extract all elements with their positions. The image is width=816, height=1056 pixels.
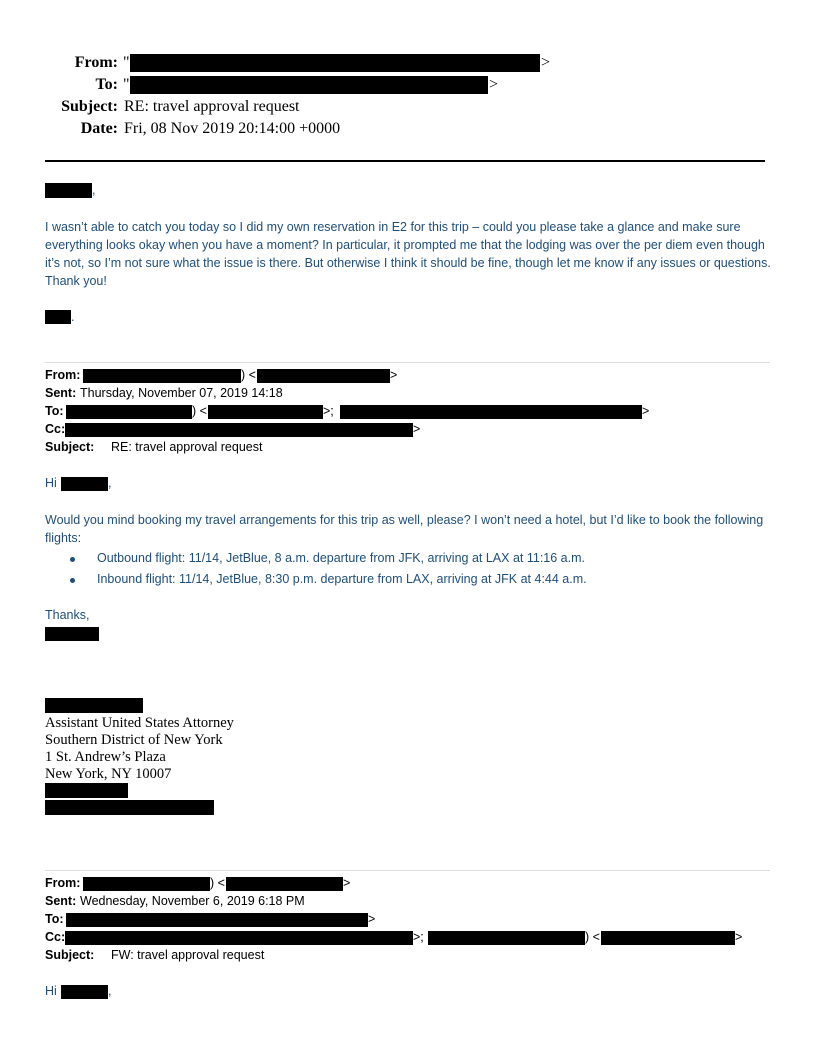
redaction — [45, 310, 71, 324]
from-end: > — [390, 368, 398, 382]
sent-value: Thursday, November 07, 2019 14:18 — [80, 386, 283, 400]
greeting: Hi — [45, 984, 57, 998]
thanks: Thanks, — [45, 608, 90, 622]
redaction — [45, 800, 214, 815]
redaction — [208, 405, 323, 419]
header-divider — [45, 160, 765, 162]
to-label: To: — [45, 404, 64, 418]
signature-address-2: New York, NY 10007 — [45, 766, 172, 782]
from-open-quote: " — [123, 54, 130, 71]
cc-end: > — [735, 930, 743, 944]
subject-label: Subject: — [45, 440, 95, 454]
message-body: I wasn’t able to catch you today so I did my own reservation in E2 for this trip – could you please take a glance and make sure everything looks okay when you have a moment? In particular, it prompted me that the lodging was over the per diem even though it’s not, so I’m not sure what the issue is there. But otherwise I think it should be fine, though let me know if any issues or questions. Thank you! — [45, 220, 771, 288]
message-body: Would you mind booking my travel arrangements for this trip as well, please? I won’t need a hotel, but I’d like to book the following flights: — [45, 513, 764, 545]
redaction — [130, 54, 540, 72]
cc-mid: ) < — [585, 930, 600, 944]
greeting: Hi — [45, 476, 57, 490]
redaction — [66, 405, 192, 419]
signature-title: Assistant United States Attorney — [45, 715, 234, 731]
redaction — [340, 405, 642, 419]
redaction — [65, 931, 413, 945]
greeting-comma: , — [108, 984, 112, 998]
sent-value: Wednesday, November 6, 2019 6:18 PM — [80, 894, 305, 908]
list-item: Inbound flight: 11/14, JetBlue, 8:30 p.m. departure from LAX, arriving at JFK at 4:44 a.m. — [97, 572, 587, 586]
signature-address-1: 1 St. Andrew’s Plaza — [45, 749, 166, 765]
sent-label: Sent: — [45, 894, 77, 908]
quote-separator — [45, 870, 770, 871]
redaction — [66, 913, 368, 927]
redaction — [45, 627, 99, 641]
redaction — [83, 877, 210, 891]
signature-office: Southern District of New York — [45, 732, 223, 748]
redaction — [601, 931, 735, 945]
from-end: > — [343, 876, 351, 890]
cc-label: Cc: — [45, 930, 66, 944]
sent-label: Sent: — [45, 386, 77, 400]
subject-value: RE: travel approval request — [124, 98, 300, 115]
quote-separator — [45, 362, 770, 363]
to-end: > — [368, 912, 376, 926]
signoff-period: . — [71, 310, 75, 324]
greeting-comma: , — [92, 183, 96, 197]
redaction — [61, 985, 108, 999]
date-value: Fri, 08 Nov 2019 20:14:00 +0000 — [124, 120, 341, 137]
redaction — [257, 369, 390, 383]
redaction — [226, 877, 343, 891]
date-label: Date: — [80, 120, 118, 137]
cc-label: Cc: — [45, 422, 66, 436]
subject-value: FW: travel approval request — [111, 948, 265, 962]
subject-label: Subject: — [61, 98, 118, 115]
to-open-quote: " — [123, 76, 130, 93]
redaction — [45, 183, 92, 198]
to-close: > — [489, 76, 499, 93]
list-item: Outbound flight: 11/14, JetBlue, 8 a.m. departure from JFK, arriving at LAX at 11:16 a.m. — [97, 551, 585, 565]
from-close: > — [541, 54, 551, 71]
redaction — [65, 423, 413, 437]
to-sep: >; — [323, 404, 334, 418]
redaction — [428, 931, 585, 945]
redaction — [45, 783, 128, 798]
bullet-dot — [70, 557, 75, 562]
from-mid: ) < — [210, 876, 225, 890]
cc-sep: >; — [413, 930, 424, 944]
to-end: > — [642, 404, 650, 418]
redaction — [45, 698, 143, 713]
redaction — [61, 477, 108, 491]
from-label: From: — [45, 876, 81, 890]
from-label: From: — [45, 368, 81, 382]
bullet-dot — [70, 578, 75, 583]
to-label: To: — [95, 76, 118, 93]
redaction — [83, 369, 241, 383]
to-mid: ) < — [192, 404, 207, 418]
subject-label: Subject: — [45, 948, 95, 962]
greeting-comma: , — [108, 476, 112, 490]
cc-end: > — [413, 422, 421, 436]
subject-value: RE: travel approval request — [111, 440, 263, 454]
to-label: To: — [45, 912, 64, 926]
redaction — [130, 76, 488, 94]
from-label: From: — [74, 54, 118, 71]
from-mid: ) < — [241, 368, 256, 382]
